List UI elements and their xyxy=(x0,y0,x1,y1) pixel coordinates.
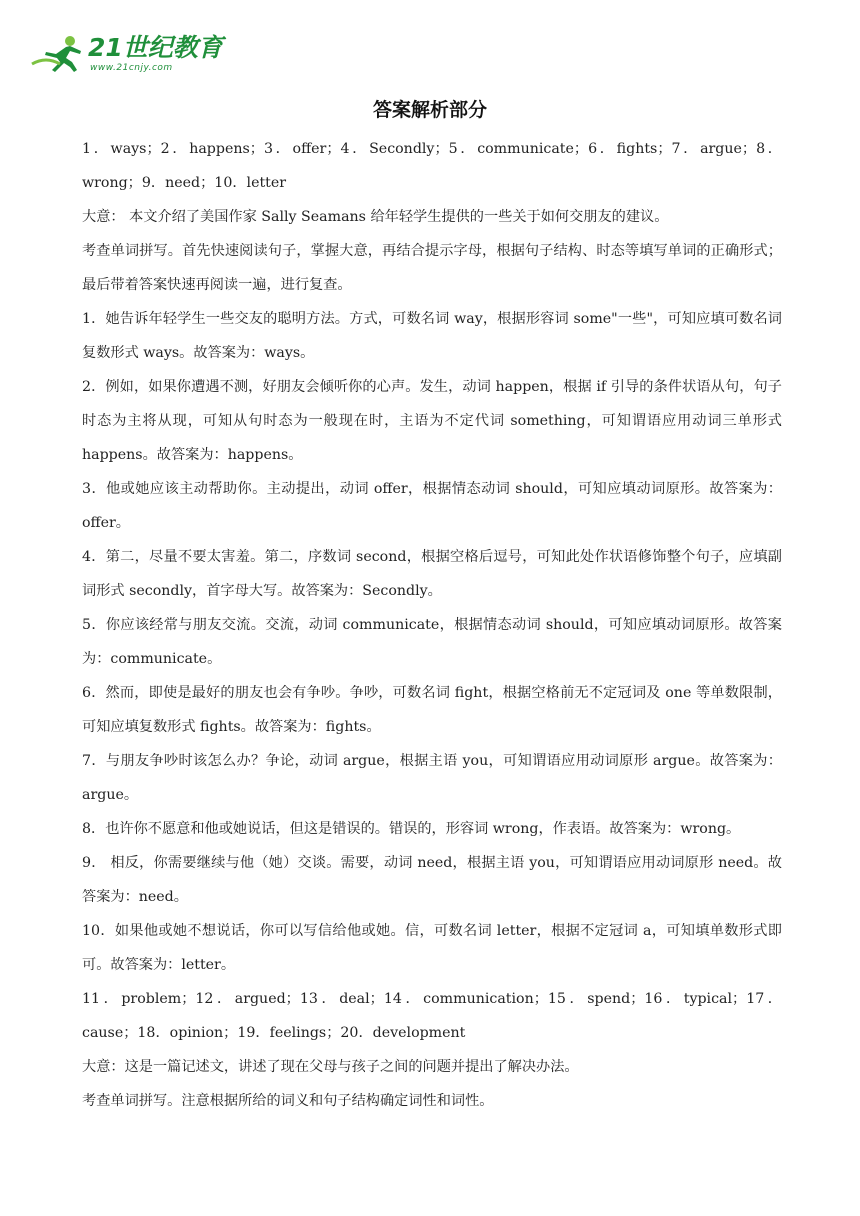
explanation-1: 1．她告诉年轻学生一些交友的聪明方法。方式，可数名词 way，根据形容词 some"一些"，可知应填可数名词复数形式 ways。故答案为：ways。 xyxy=(82,311,782,361)
explanation-3: 3．他或她应该主动帮助你。主动提出，动词 offer，根据情态动词 should，可知应填动词原形。故答案为：offer。 xyxy=(82,481,782,531)
explanation-5: 5．你应该经常与朋友交流。交流，动词 communicate，根据情态动词 should，可知应填动词原形。故答案为：communicate。 xyxy=(82,617,782,667)
site-logo xyxy=(30,32,223,78)
summary-1: 大意： 本文介绍了美国作家 Sally Seamans 给年轻学生提供的一些关于如何交朋友的建议。 xyxy=(82,209,669,225)
page-title: 答案解析部分 xyxy=(372,99,487,121)
method-note-2: 考查单词拼写。注意根据所给的词义和句子结构确定词性和词性。 xyxy=(82,1093,494,1109)
explanation-4: 4．第二，尽量不要太害羞。第二，序数词 second，根据空格后逗号，可知此处作状语修饰整个句子，应填副词形式 secondly，首字母大写。故答案为：Secondly。 xyxy=(82,549,782,599)
explanation-8: 8．也许你不愿意和他或她说话，但这是错误的。错误的，形容词 wrong，作表语。故答案为：wrong。 xyxy=(82,821,741,837)
explanation-6: 6．然而，即使是最好的朋友也会有争吵。争吵，可数名词 fight，根据空格前无不定冠词及 one 等单数限制，可知应填复数形式 fights。故答案为：fights。 xyxy=(82,685,782,735)
answer-list-2: 11．problem；12．argued；13．deal；14．communication；15．spend；16．typical；17．cause；18．opinion；19．feelings；20．development xyxy=(82,991,782,1041)
answer-list-1: 1．ways；2．happens；3．offer；4．Secondly；5．communicate；6．fights；7．argue；8．wrong；9．need；10．letter xyxy=(82,141,782,191)
explanation-10: 10．如果他或她不想说话，你可以写信给他或她。信，可数名词 letter，根据不定冠词 a，可知填单数形式即可。故答案为：letter。 xyxy=(82,923,782,973)
brand-name: 21世纪教育 xyxy=(88,33,223,62)
summary-2: 大意：这是一篇记述文，讲述了现在父母与孩子之间的问题并提出了解决办法。 xyxy=(82,1059,579,1075)
explanation-9: 9． 相反，你需要继续与他（她）交谈。需要，动词 need，根据主语 you，可知谓语应用动词原形 need。故答案为：need。 xyxy=(82,855,782,905)
brand-url: www.21cnjy.com xyxy=(90,63,173,73)
explanation-7: 7．与朋友争吵时该怎么办？争论，动词 argue，根据主语 you，可知谓语应用动词原形 argue。故答案为：argue。 xyxy=(82,753,782,803)
running-figure-icon xyxy=(30,34,86,74)
answer-explanations xyxy=(82,132,782,1118)
method-note-1: 考查单词拼写。首先快速阅读句子，掌握大意，再结合提示字母，根据句子结构、时态等填写单词的正确形式；最后带着答案快速再阅读一遍，进行复查。 xyxy=(82,243,782,293)
explanation-2: 2．例如，如果你遭遇不测，好朋友会倾听你的心声。发生，动词 happen，根据 if 引导的条件状语从句，句子时态为主将从现，可知从句时态为一般现在时，主语为不定代词 something，可知谓语应用动词三单形式 happens。故答案为：happens。 xyxy=(82,379,782,463)
